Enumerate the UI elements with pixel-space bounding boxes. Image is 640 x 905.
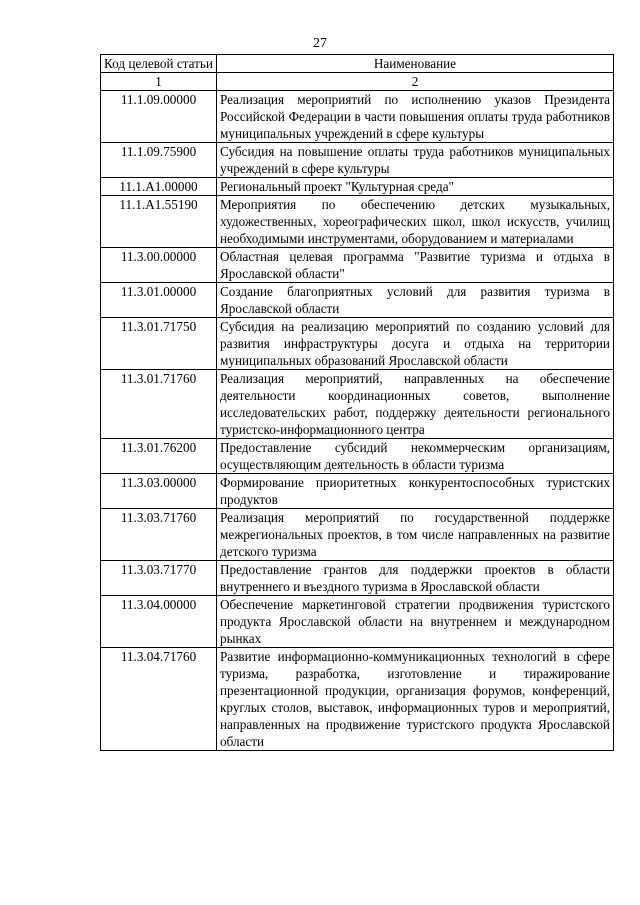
table-row [101, 196, 614, 248]
table-row [101, 370, 614, 439]
row-name: Создание благоприятных условий для развития туризма в Ярославской области [217, 283, 614, 318]
row-code: 11.3.03.71760 [101, 509, 217, 561]
table-header-row [101, 55, 614, 73]
row-name: Предоставление грантов для поддержки проектов в области внутреннего и въездного туризма в Ярославской области [217, 561, 614, 596]
row-code: 11.3.03.00000 [101, 474, 217, 509]
row-code: 11.3.00.00000 [101, 248, 217, 283]
table-row [101, 596, 614, 648]
row-code: 11.1.09.75900 [101, 143, 217, 178]
row-name: Предоставление субсидий некоммерческим организациям, осуществляющим деятельность в области туризма [217, 439, 614, 474]
row-name: Областная целевая программа "Развитие туризма и отдыха в Ярославской области" [217, 248, 614, 283]
page-number: 27 [313, 36, 327, 51]
row-name: Региональный проект "Культурная среда" [217, 178, 614, 196]
row-name: Реализация мероприятий по государственной поддержке межрегиональных проектов, в том числе направленных на развитие детского туризма [217, 509, 614, 561]
table-row [101, 509, 614, 561]
column-number-row [101, 73, 614, 91]
row-code: 11.3.04.00000 [101, 596, 217, 648]
row-name: Развитие информационно-коммуникационных технологий в сфере туризма, разработка, изготовление и тиражирование презентационной продукции, организация форумов, конференций, круглых столов, выставок, информационных туров и мероприятий, направленных на продвижение туристского продукта Ярославской области [217, 648, 614, 751]
table-row [101, 474, 614, 509]
header-name: Наименование [217, 55, 614, 73]
table-row [101, 648, 614, 751]
row-code: 11.3.04.71760 [101, 648, 217, 751]
row-code: 11.3.03.71770 [101, 561, 217, 596]
header-code: Код целевой статьи [101, 55, 217, 73]
table-row [101, 143, 614, 178]
row-code: 11.1.A1.55190 [101, 196, 217, 248]
column-number-2: 2 [217, 73, 614, 91]
row-code: 11.1.A1.00000 [101, 178, 217, 196]
table-row [101, 91, 614, 143]
row-name: Субсидия на повышение оплаты труда работников муниципальных учреждений в сфере культуры [217, 143, 614, 178]
row-code: 11.3.01.71760 [101, 370, 217, 439]
table-row [101, 178, 614, 196]
target-articles-table [100, 54, 614, 751]
row-name: Мероприятия по обеспечению детских музыкальных, художественных, хореографических школ, школ искусств, училищ необходимыми инструментами, оборудованием и материалами [217, 196, 614, 248]
row-name: Субсидия на реализацию мероприятий по созданию условий для развития инфраструктуры досуга и отдыха на территории муниципальных образований Ярославской области [217, 318, 614, 370]
table-row [101, 439, 614, 474]
row-code: 11.3.01.71750 [101, 318, 217, 370]
row-code: 11.3.01.76200 [101, 439, 217, 474]
row-name: Формирование приоритетных конкурентоспособных туристских продуктов [217, 474, 614, 509]
table-row [101, 248, 614, 283]
row-name: Реализация мероприятий, направленных на обеспечение деятельности координационных советов, выполнение исследовательских работ, поддержку деятельности регионального туристско-информационного центра [217, 370, 614, 439]
row-name: Обеспечение маркетинговой стратегии продвижения туристского продукта Ярославской области на внутреннем и международном рынках [217, 596, 614, 648]
table-row [101, 318, 614, 370]
table-row [101, 283, 614, 318]
column-number-1: 1 [101, 73, 217, 91]
row-code: 11.3.01.00000 [101, 283, 217, 318]
table-row [101, 561, 614, 596]
row-code: 11.1.09.00000 [101, 91, 217, 143]
row-name: Реализация мероприятий по исполнению указов Президента Российской Федерации в части повышения оплаты труда работников муниципальных учреждений в сфере культуры [217, 91, 614, 143]
